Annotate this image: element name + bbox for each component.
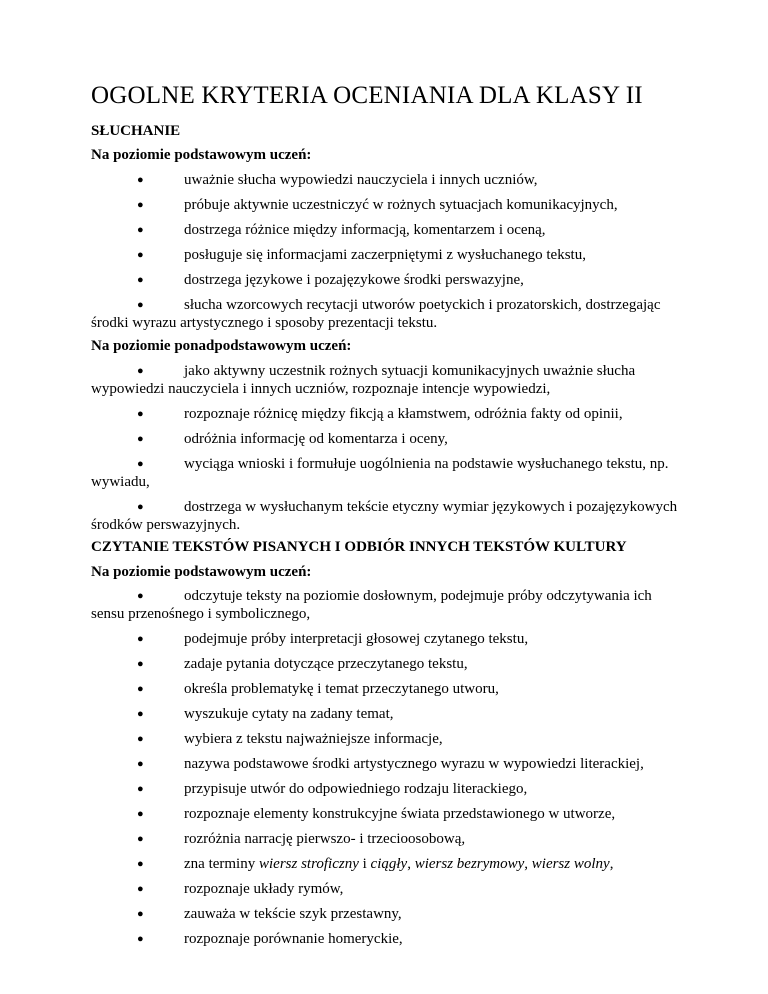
list-item: ● zauważa w tekście szyk przestawny, [137,906,402,922]
bullet-icon: ● [137,199,144,211]
bullet-icon: ● [137,249,144,261]
list-item: ● wyciąga wnioski i formułuje uogólnienia na podstawie wysłuchanego tekstu, np. wywiadu, [91,456,669,490]
page-title: OGOLNE KRYTERIA OCENIANIA DLA KLASY II [91,82,643,109]
list-item: ● uważnie słucha wypowiedzi nauczyciela i innych uczniów, [137,172,538,188]
bullet-icon: ● [137,433,144,445]
bullet-icon: ● [137,224,144,236]
list-item: ● określa problematykę i temat przeczytanego utworu, [137,681,499,697]
list-item: ● przypisuje utwór do odpowiedniego rodzaju literackiego, [137,781,528,797]
list-item: ● rozróżnia narrację pierwszo- i trzecioosobową, [137,831,466,847]
bullet-icon: ● [137,858,144,870]
list-item: ● dostrzega w wysłuchanym tekście etyczny wymiar językowych i pozajęzykowych środków perswazyjnych. [91,499,678,533]
list-item: ● rozpoznaje różnicę między fikcją a kłamstwem, odróżnia fakty od opinii, [137,406,623,422]
terms-item-text: zna terminy wiersz stroficzny i ciągły, wiersz bezrymowy, wiersz wolny, [184,856,614,872]
list-item: ● rozpoznaje układy rymów, [137,881,344,897]
list-item: ● posługuje się informacjami zaczerpniętymi z wysłuchanego tekstu, [137,247,586,263]
bullet-icon: ● [137,501,144,513]
list-item: ● dostrzega różnice między informacją, komentarzem i oceną, [137,222,546,238]
bullet-icon: ● [137,590,144,602]
bullet-icon: ● [137,458,144,470]
bullet-icon: ● [137,908,144,920]
bullet-icon: ● [137,883,144,895]
bullet-icon: ● [137,633,144,645]
list-item: ● wybiera z tekstu najważniejsze informacje, [137,731,443,747]
section-heading-sluchanie: SŁUCHANIE [91,123,181,139]
list-item: ● jako aktywny uczestnik rożnych sytuacji komunikacyjnych uważnie słucha wypowiedzi nauczyciela i innych uczniów, rozpoznaje intencje wypowiedzi, [91,363,636,397]
bullet-icon: ● [137,733,144,745]
list-item: ● nazywa podstawowe środki artystycznego wyrazu w wypowiedzi literackiej, [137,756,644,772]
bullet-icon: ● [137,833,144,845]
bullet-icon: ● [137,658,144,670]
list-item: ● wyszukuje cytaty na zadany temat, [137,706,394,722]
list-item: ● odczytuje teksty na poziomie dosłownym, podejmuje próby odczytywania ich sensu przenośnego i symbolicznego, [91,588,652,622]
list-item [91,855,681,873]
subsection-heading-basic-2: Na poziomie podstawowym uczeń: [91,564,312,580]
bullet-icon: ● [137,758,144,770]
bullet-icon: ● [137,274,144,286]
bullet-icon: ● [137,174,144,186]
list-item: ● słucha wzorcowych recytacji utworów poetyckich i prozatorskich, dostrzegając środki wyrazu artystycznego i sposoby prezentacji tekstu. [91,297,661,331]
list-item: ● zadaje pytania dotyczące przeczytanego tekstu, [137,656,468,672]
bullet-icon: ● [137,708,144,720]
bullet-icon: ● [137,299,144,311]
bullet-icon: ● [137,683,144,695]
bullet-icon: ● [137,808,144,820]
bullet-icon: ● [137,933,144,945]
section-heading-czytanie: CZYTANIE TEKSTÓW PISANYCH I ODBIÓR INNYCH TEKSTÓW KULTURY [91,539,627,555]
list-item: ● próbuje aktywnie uczestniczyć w rożnych sytuacjach komunikacyjnych, [137,197,618,213]
bullet-icon: ● [137,783,144,795]
list-item: ● rozpoznaje porównanie homeryckie, [137,931,403,947]
bullet-icon: ● [137,408,144,420]
list-item: ● odróżnia informację od komentarza i oceny, [137,431,448,447]
list-item: ● rozpoznaje elementy konstrukcyjne świata przedstawionego w utworze, [137,806,616,822]
list-item: ● dostrzega językowe i pozajęzykowe środki perswazyjne, [137,272,524,288]
subsection-heading-advanced: Na poziomie ponadpodstawowym uczeń: [91,338,352,354]
bullet-icon: ● [137,365,144,377]
list-item: ● podejmuje próby interpretacji głosowej czytanego tekstu, [137,631,529,647]
subsection-heading-basic: Na poziomie podstawowym uczeń: [91,147,312,163]
